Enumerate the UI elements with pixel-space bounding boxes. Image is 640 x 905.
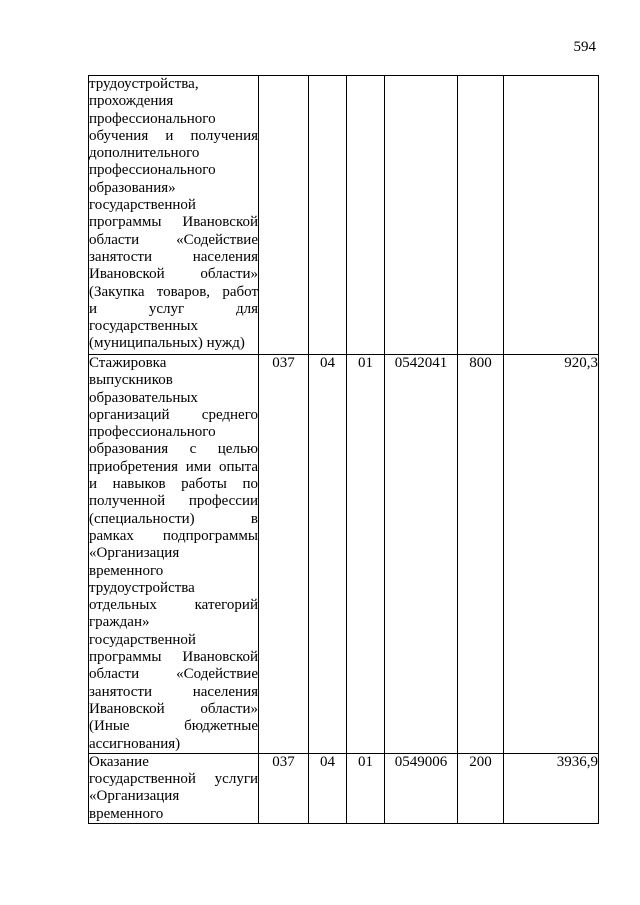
expense-type-cell: 800 [458, 355, 504, 754]
description-line: Стажировка [89, 355, 167, 371]
description-line: образовательных [89, 389, 198, 406]
description-line: (Закупка товаров, работ [89, 283, 258, 300]
ministry-code-cell: 037 [259, 355, 309, 754]
description-cell [89, 355, 259, 754]
description-line: отдельных категорий [89, 597, 258, 614]
description-cell [89, 753, 259, 823]
description-line: государственных [89, 318, 198, 335]
description-line: программы Ивановской [89, 649, 258, 666]
description-line: занятости населения [89, 248, 258, 265]
description-line: области «Содействие [89, 666, 258, 683]
description-line: «Организация [89, 788, 180, 805]
description-line: Ивановской области» [89, 700, 258, 717]
description-line: профессионального [89, 162, 216, 179]
subsection-code-cell: 01 [347, 753, 385, 823]
table-row [89, 76, 599, 355]
description-line: «Организация [89, 545, 180, 562]
description-line: и услуг для [89, 300, 258, 317]
expense-type-cell [458, 76, 504, 355]
section-code-cell [309, 76, 347, 355]
description-line: выпускников [89, 372, 173, 389]
description-line: ассигнования) [89, 735, 181, 752]
description-line: области «Содействие [89, 231, 258, 248]
description-line: граждан» [89, 614, 150, 631]
target-article-cell [385, 76, 458, 355]
amount-cell [504, 76, 599, 355]
description-line: временного [89, 805, 164, 822]
description-line: государственной услуги [89, 771, 258, 788]
amount-cell: 3936,9 [504, 753, 599, 823]
description-line: государственной [89, 631, 196, 648]
target-article-cell: 0549006 [385, 753, 458, 823]
ministry-code-cell: 037 [259, 753, 309, 823]
description-line: трудоустройства [89, 579, 195, 596]
subsection-code-cell [347, 76, 385, 355]
description-line: прохождения [89, 93, 174, 110]
target-article-cell: 0542041 [385, 355, 458, 754]
table-row [89, 753, 599, 823]
description-line: дополнительного [89, 145, 200, 162]
description-line: профессионального [89, 424, 216, 441]
budget-table [88, 75, 599, 824]
amount-cell: 920,3 [504, 355, 599, 754]
description-line: трудоустройства, [89, 76, 199, 92]
description-line: государственной [89, 197, 196, 214]
description-line: (Иные бюджетные [89, 718, 258, 735]
description-line: организаций среднего [89, 406, 258, 423]
description-line: (муниципальных) нужд) [89, 335, 245, 352]
expense-type-cell: 200 [458, 753, 504, 823]
description-line: обучения и получения [89, 127, 258, 144]
description-line: приобретения ими опыта [89, 458, 258, 475]
description-line: (специальности) в [89, 510, 258, 527]
section-code-cell: 04 [309, 753, 347, 823]
description-line: занятости населения [89, 683, 258, 700]
subsection-code-cell: 01 [347, 355, 385, 754]
description-line: Оказание [89, 753, 149, 770]
description-line: рамках подпрограммы [89, 527, 258, 544]
description-line: программы Ивановской [89, 214, 258, 231]
ministry-code-cell [259, 76, 309, 355]
description-line: временного [89, 562, 164, 579]
description-line: образования с целью [89, 441, 258, 458]
description-cell [89, 76, 259, 355]
description-line: и навыков работы по [89, 476, 258, 493]
description-line: образования» [89, 179, 176, 196]
section-code-cell: 04 [309, 355, 347, 754]
table-row [89, 355, 599, 754]
page-number: 594 [573, 39, 596, 55]
description-line: Ивановской области» [89, 266, 258, 283]
description-line: полученной профессии [89, 493, 258, 510]
description-line: профессионального [89, 110, 216, 127]
